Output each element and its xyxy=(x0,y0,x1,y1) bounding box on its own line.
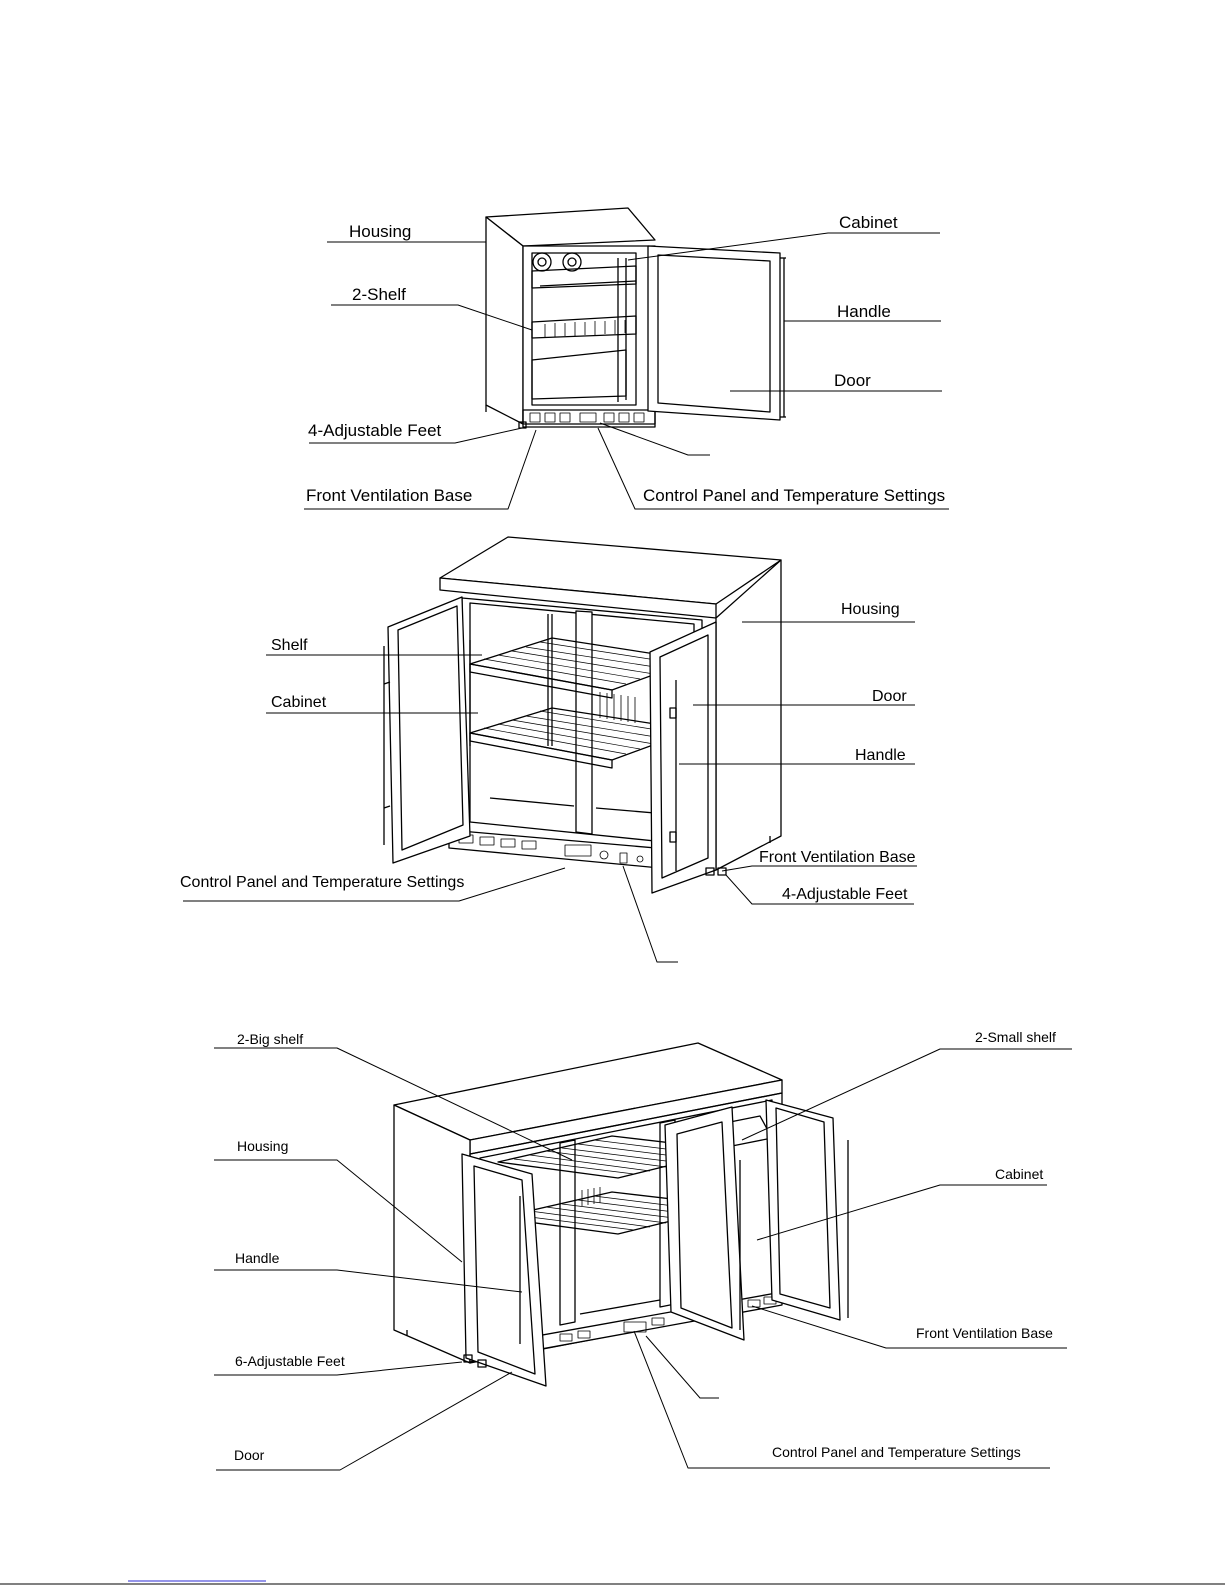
label-adjustable-feet: 4-Adjustable Feet xyxy=(308,421,442,440)
label-housing: Housing xyxy=(237,1138,289,1154)
single-door-fridge-drawing xyxy=(486,208,786,428)
double-door-fridge-drawing xyxy=(384,537,781,893)
label-door: Door xyxy=(834,371,871,390)
triple-door-fridge-drawing xyxy=(394,1043,848,1386)
label-small-shelf: 2-Small shelf xyxy=(975,1029,1056,1045)
label-shelf: Shelf xyxy=(271,637,308,654)
label-housing: Housing xyxy=(841,601,900,618)
label-adjustable-feet: 6-Adjustable Feet xyxy=(235,1353,345,1369)
label-cabinet: Cabinet xyxy=(839,213,898,232)
label-cabinet: Cabinet xyxy=(271,694,327,711)
label-big-shelf: 2-Big shelf xyxy=(237,1031,304,1047)
label-control-panel: Control Panel and Temperature Settings xyxy=(772,1444,1021,1460)
label-handle: Handle xyxy=(837,302,891,321)
label-housing: Housing xyxy=(349,222,412,241)
label-front-ventilation-base: Front Ventilation Base xyxy=(916,1325,1053,1341)
label-cabinet: Cabinet xyxy=(995,1166,1044,1182)
label-handle: Handle xyxy=(235,1250,280,1266)
label-shelf: 2-Shelf xyxy=(352,285,406,304)
label-adjustable-feet: 4-Adjustable Feet xyxy=(782,886,908,903)
double-door-leader-lines xyxy=(183,622,917,962)
label-door: Door xyxy=(234,1447,265,1463)
label-control-panel: Control Panel and Temperature Settings xyxy=(180,874,465,891)
label-front-ventilation-base: Front Ventilation Base xyxy=(759,849,916,866)
label-handle: Handle xyxy=(855,747,906,764)
label-door: Door xyxy=(872,688,907,705)
label-control-panel: Control Panel and Temperature Settings xyxy=(643,486,946,505)
label-front-ventilation-base: Front Ventilation Base xyxy=(306,486,473,505)
